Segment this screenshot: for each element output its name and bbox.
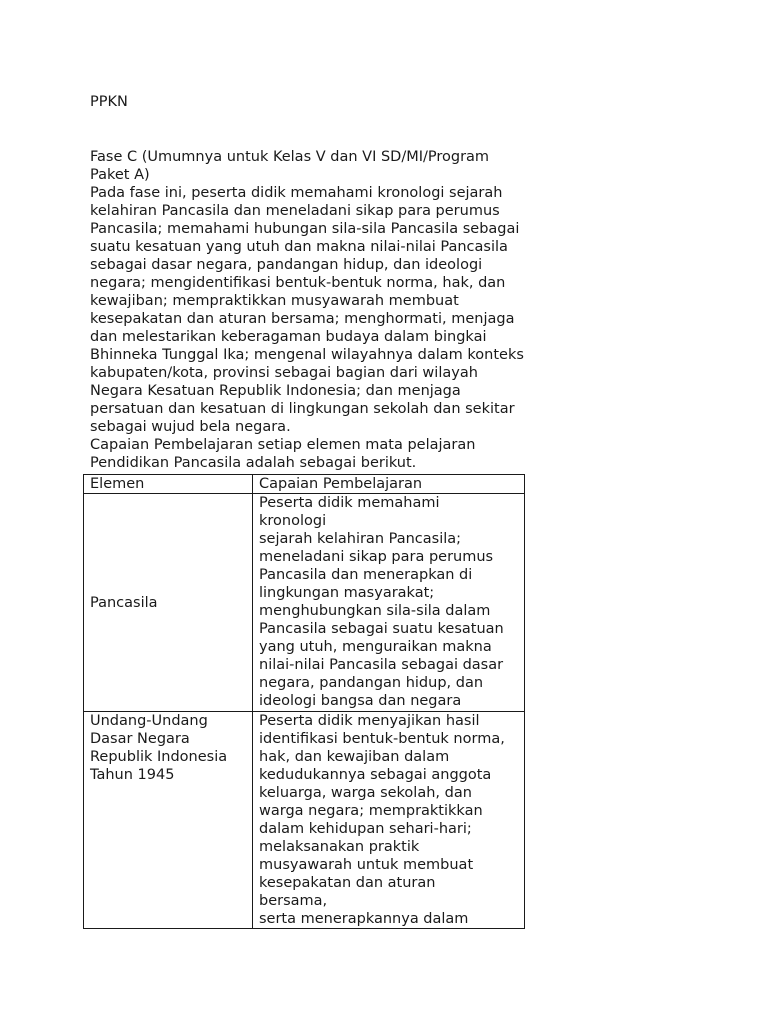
description-line: kewajiban; mempraktikkan musyawarah membuat bbox=[90, 293, 459, 309]
description-line: kesepakatan dan aturan bersama; menghormati, menjaga bbox=[90, 311, 515, 327]
phase-heading-line: Paket A) bbox=[90, 167, 150, 183]
outcome-line: yang utuh, menguraikan makna bbox=[259, 639, 492, 655]
outcome-line: negara, pandangan hidup, dan bbox=[259, 675, 484, 691]
header-outcome: Capaian Pembelajaran bbox=[253, 475, 525, 494]
description-line: Pancasila; memahami hubungan sila-sila Pancasila sebagai bbox=[90, 221, 520, 237]
outcome-line: ideologi bangsa dan negara bbox=[259, 693, 462, 709]
outcome-line: bersama, bbox=[259, 893, 328, 909]
subject-title: PPKN bbox=[90, 94, 128, 110]
table-header-row bbox=[84, 475, 525, 494]
element-line: Pancasila bbox=[90, 594, 158, 611]
outcome-cell bbox=[253, 712, 525, 929]
outcome-line: menghubungkan sila-sila dalam bbox=[259, 603, 491, 619]
description-line: Pada fase ini, peserta didik memahami kronologi sejarah bbox=[90, 185, 503, 201]
table-row bbox=[84, 494, 525, 712]
description-line: Bhinneka Tunggal Ika; mengenal wilayahnya dalam konteks bbox=[90, 347, 524, 363]
learning-outcomes-table bbox=[83, 474, 525, 929]
element-line: Dasar Negara bbox=[90, 731, 190, 747]
outcome-line: musyawarah untuk membuat bbox=[259, 857, 474, 873]
element-line: Tahun 1945 bbox=[90, 767, 175, 783]
table-intro bbox=[90, 436, 540, 472]
element-cell bbox=[84, 712, 253, 929]
outcome-line: sejarah kelahiran Pancasila; bbox=[259, 531, 462, 547]
outcome-line: hak, dan kewajiban dalam bbox=[259, 749, 450, 765]
outcome-line: Pancasila sebagai suatu kesatuan bbox=[259, 621, 504, 637]
description-line: persatuan dan kesatuan di lingkungan sekolah dan sekitar bbox=[90, 401, 515, 417]
outcome-line: lingkungan masyarakat; bbox=[259, 585, 435, 601]
outcome-cell bbox=[253, 494, 525, 712]
intro-line: Pendidikan Pancasila adalah sebagai berikut. bbox=[90, 455, 417, 471]
outcome-line: dalam kehidupan sehari-hari; bbox=[259, 821, 472, 837]
outcome-line: Peserta didik memahami bbox=[259, 495, 440, 511]
element-line: Republik Indonesia bbox=[90, 749, 228, 765]
outcome-line: Pancasila dan menerapkan di bbox=[259, 567, 473, 583]
description-line: sebagai wujud bela negara. bbox=[90, 419, 291, 435]
header-element: Elemen bbox=[84, 475, 253, 494]
description-line: kabupaten/kota, provinsi sebagai bagian dari wilayah bbox=[90, 365, 478, 381]
outcome-line: kedudukannya sebagai anggota bbox=[259, 767, 492, 783]
description-line: negara; mengidentifikasi bentuk-bentuk norma, hak, dan bbox=[90, 275, 506, 291]
body-text bbox=[90, 148, 540, 472]
outcome-line: Peserta didik menyajikan hasil bbox=[259, 713, 480, 729]
phase-heading-line: Fase C (Umumnya untuk Kelas V dan VI SD/MI/Program bbox=[90, 149, 490, 165]
outcome-line: meneladani sikap para perumus bbox=[259, 549, 494, 565]
table-row bbox=[84, 712, 525, 929]
phase-description bbox=[90, 184, 540, 436]
description-line: suatu kesatuan yang utuh dan makna nilai-nilai Pancasila bbox=[90, 239, 508, 255]
outcome-line: identifikasi bentuk-bentuk norma, bbox=[259, 731, 505, 747]
outcome-line: kesepakatan dan aturan bbox=[259, 875, 436, 891]
element-line: Undang-Undang bbox=[90, 713, 208, 729]
element-cell bbox=[84, 494, 253, 712]
description-line: kelahiran Pancasila dan meneladani sikap para perumus bbox=[90, 203, 500, 219]
outcome-line: nilai-nilai Pancasila sebagai dasar bbox=[259, 657, 504, 673]
outcome-line: warga negara; mempraktikkan bbox=[259, 803, 483, 819]
phase-heading bbox=[90, 148, 540, 184]
intro-line: Capaian Pembelajaran setiap elemen mata pelajaran bbox=[90, 437, 476, 453]
description-line: dan melestarikan keberagaman budaya dalam bingkai bbox=[90, 329, 487, 345]
outcome-line: keluarga, warga sekolah, dan bbox=[259, 785, 472, 801]
outcome-line: serta menerapkannya dalam bbox=[259, 911, 469, 927]
description-line: Negara Kesatuan Republik Indonesia; dan menjaga bbox=[90, 383, 461, 399]
outcome-line: kronologi bbox=[259, 513, 327, 529]
description-line: sebagai dasar negara, pandangan hidup, dan ideologi bbox=[90, 257, 483, 273]
outcome-line: melaksanakan praktik bbox=[259, 839, 420, 855]
